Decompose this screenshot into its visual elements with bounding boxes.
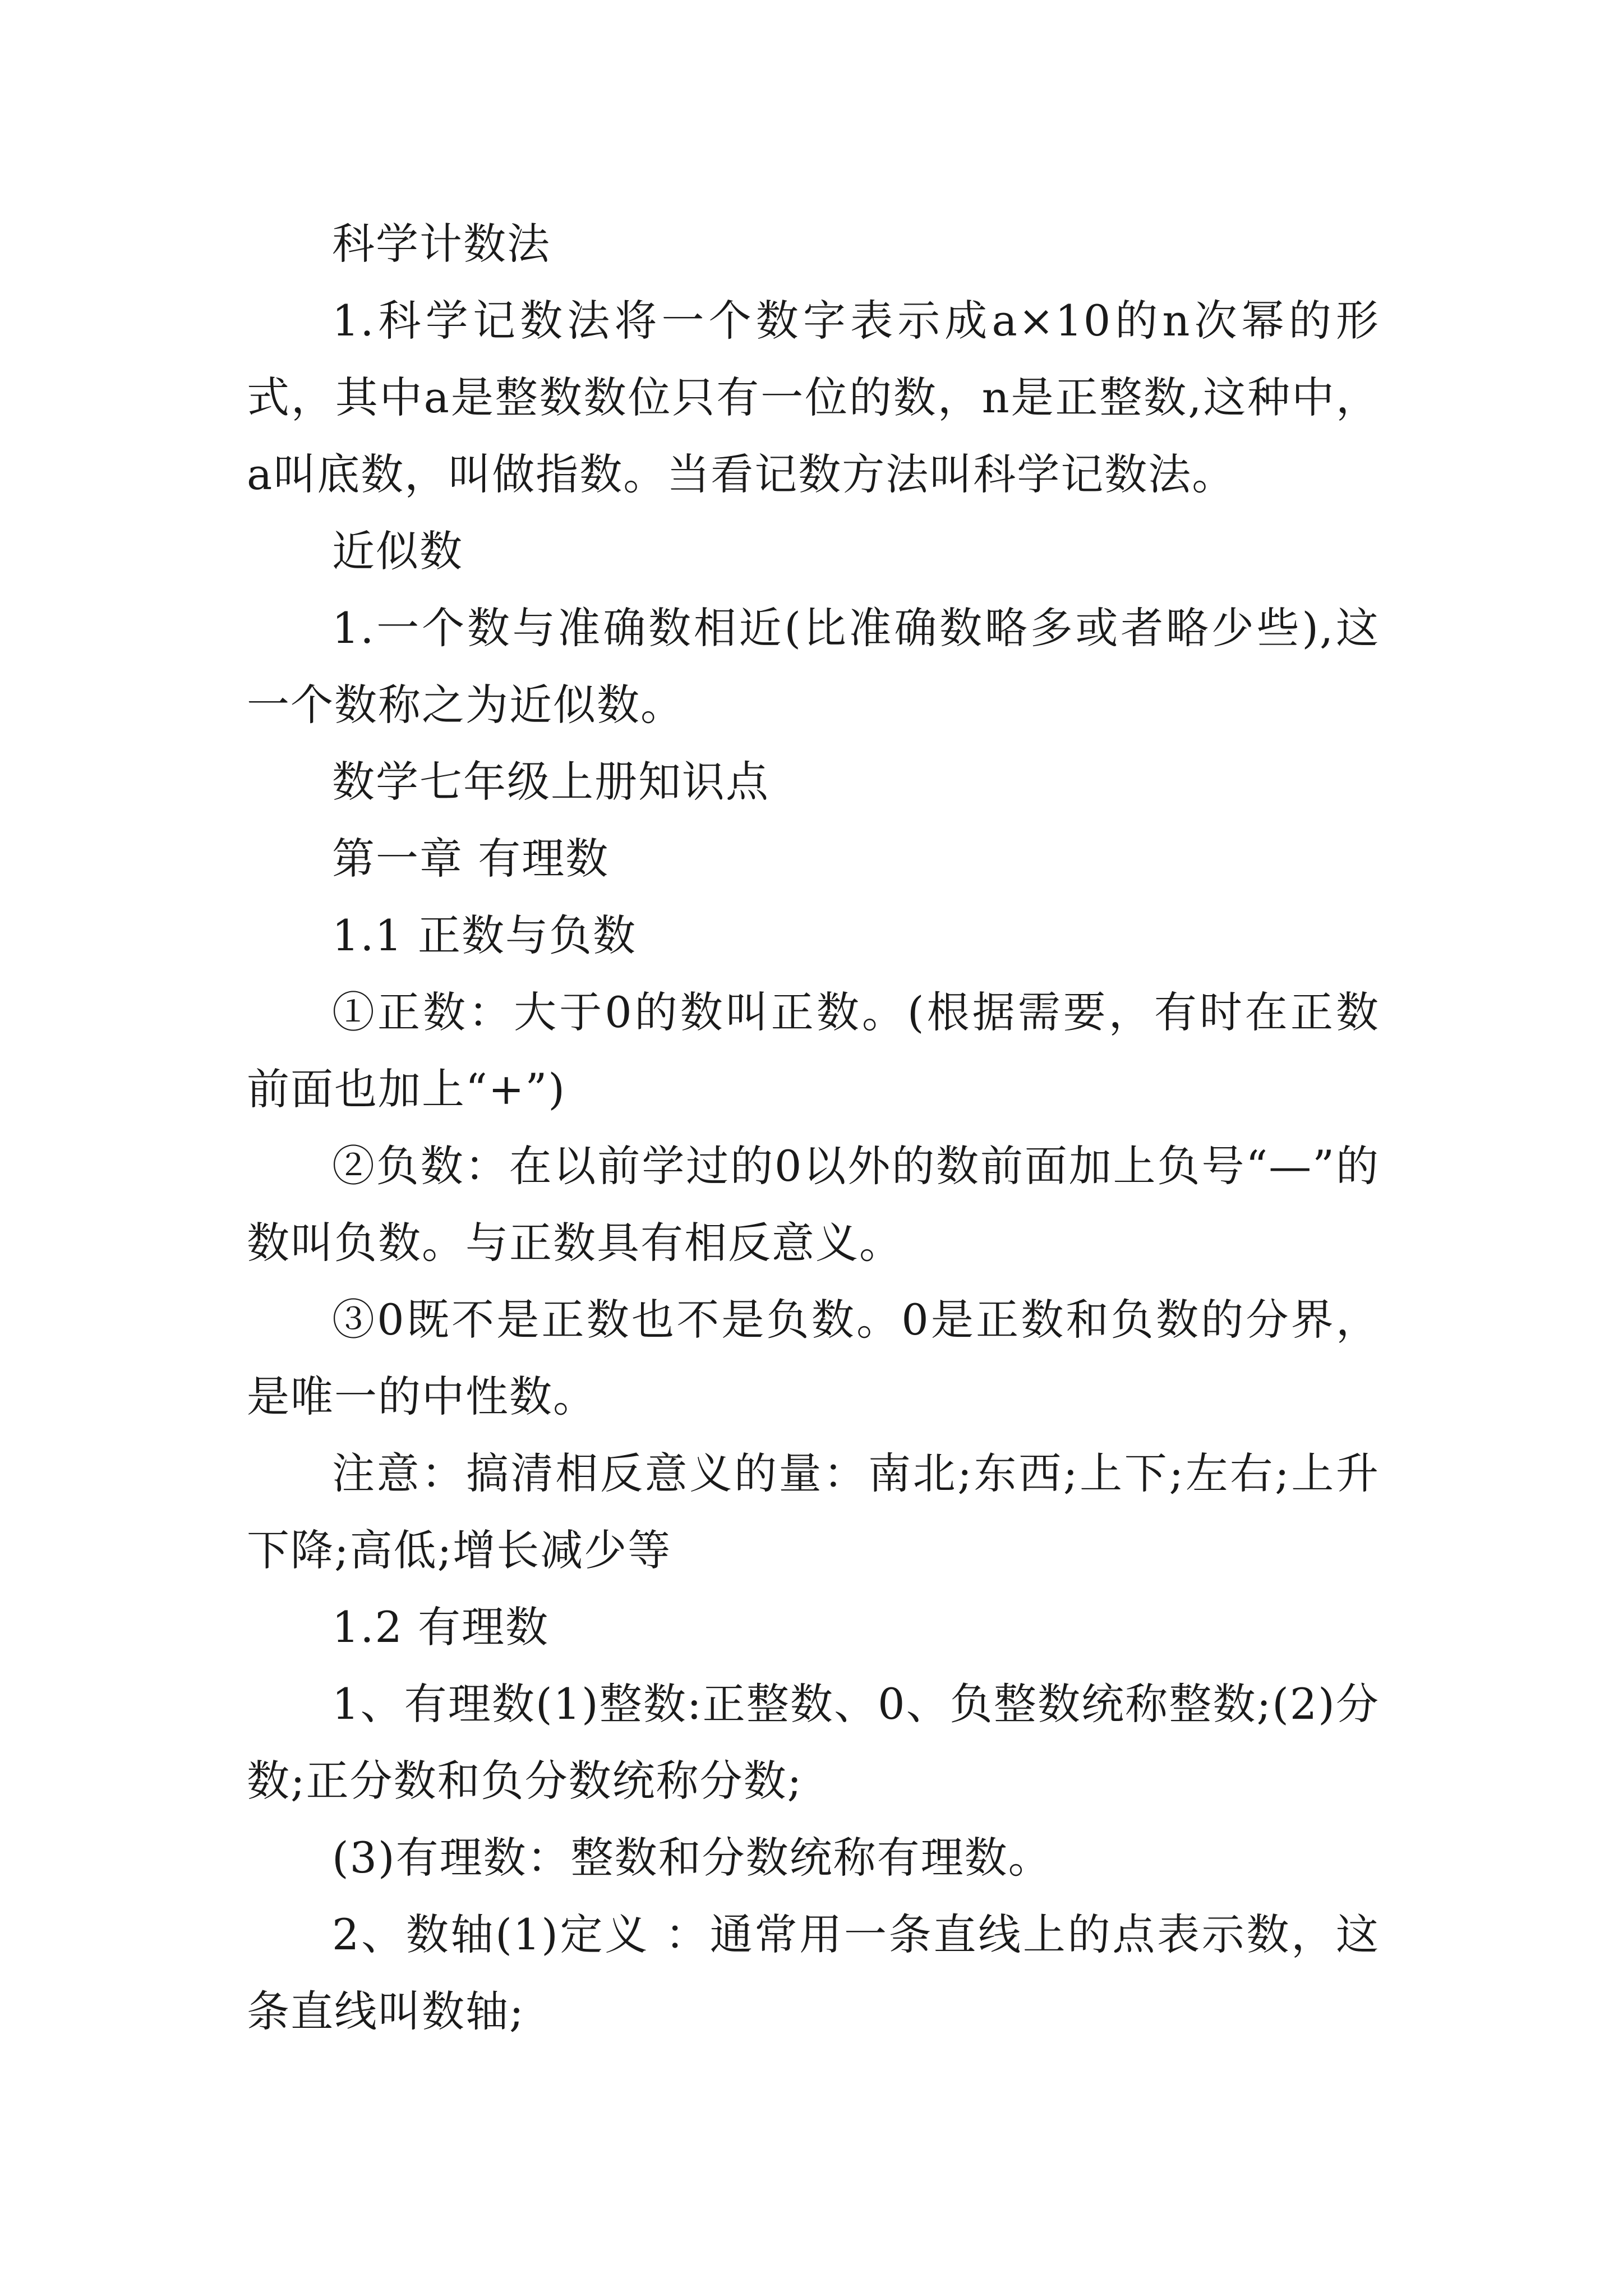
paragraph-positive-number: ①正数：大于0的数叫正数。(根据需要，有时在正数前面也加上“+”) <box>247 987 1380 1114</box>
subsection-heading-1-1: 1.1 正数与负数 <box>332 910 637 960</box>
subsection-heading-1-2: 1.2 有理数 <box>332 1602 550 1652</box>
paragraph-rational-number-classification: 1、有理数(1)整数:正整数、0、负整数统称整数;(2)分数;正分数和负分数统称分数; <box>247 1679 1380 1806</box>
chapter-heading-rational-numbers: 第一章 有理数 <box>332 834 610 884</box>
paragraph-note-opposite-quantities: 注意：搞清相反意义的量：南北;东西;上下;左右;上升下降;高低;增长减少等 <box>247 1448 1380 1575</box>
paragraph-zero: ③0既不是正数也不是负数。0是正数和负数的分界，是唯一的中性数。 <box>247 1295 1380 1421</box>
paragraph-approximate-number-definition: 1.一个数与准确数相近(比准确数略多或者略少些),这一个数称之为近似数。 <box>247 603 1380 730</box>
paragraph-scientific-notation-definition: 1.科学记数法将一个数字表示成a×10的n次幂的形式，其中a是整数数位只有一位的数，n是正整数,这种中，a叫底数，叫做指数。当看记数方法叫科学记数法。 <box>247 296 1380 499</box>
paragraph-rational-number-definition: (3)有理数：整数和分数统称有理数。 <box>332 1833 1052 1883</box>
section-heading-scientific-notation: 科学计数法 <box>332 219 551 269</box>
paragraph-number-line-definition: 2、数轴(1)定义 ：通常用一条直线上的点表示数，这条直线叫数轴; <box>247 1910 1380 2036</box>
document-body <box>247 205 1380 2050</box>
section-heading-grade7-knowledge: 数学七年级上册知识点 <box>332 757 769 807</box>
section-heading-approximate-number: 近似数 <box>332 526 463 576</box>
paragraph-negative-number: ②负数：在以前学过的0以外的数前面加上负号“—”的数叫负数。与正数具有相反意义。 <box>247 1141 1380 1268</box>
